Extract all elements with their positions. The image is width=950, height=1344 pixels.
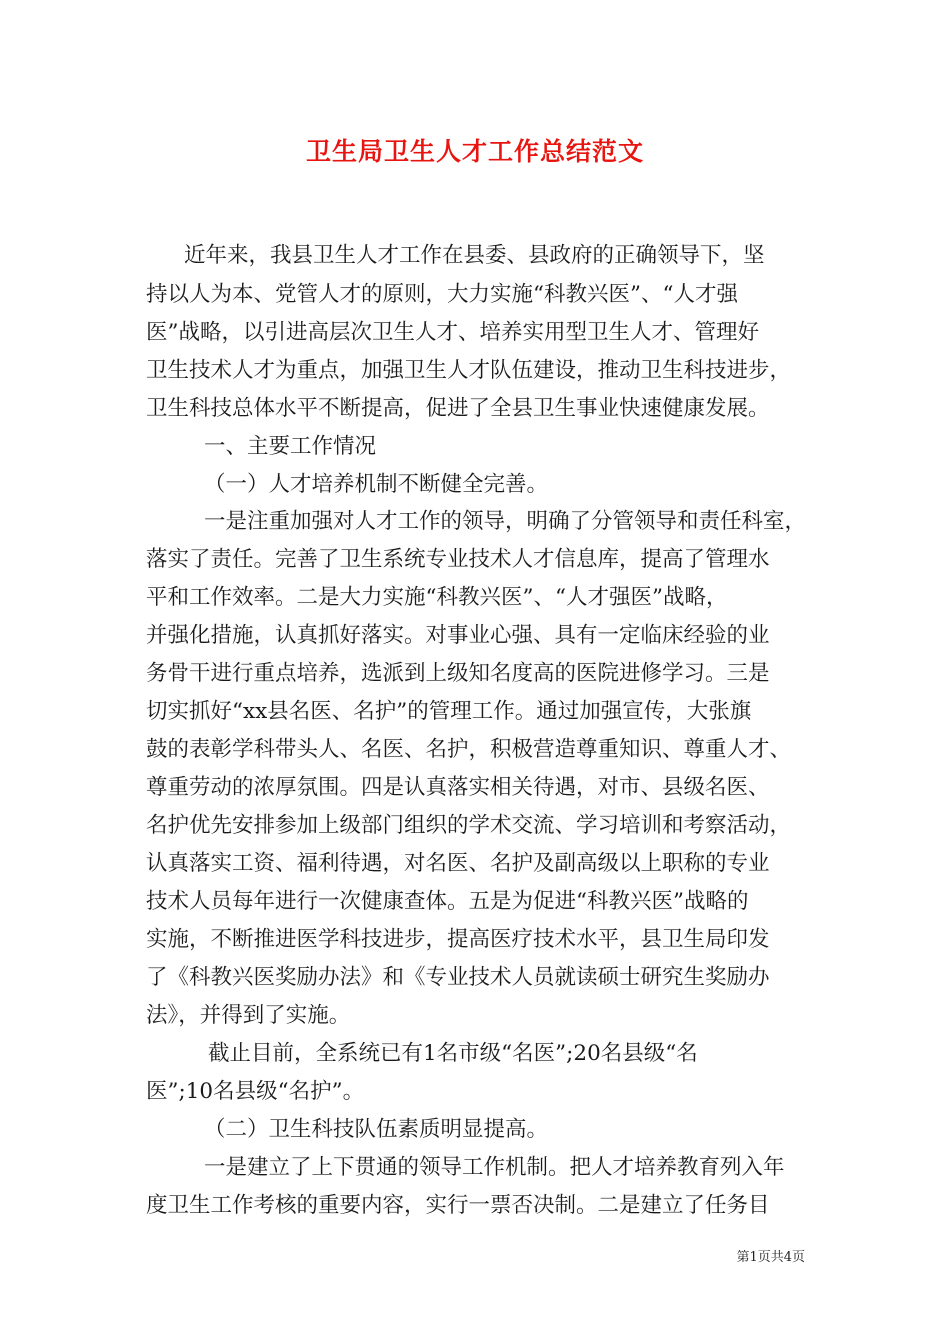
section-heading: 一、主要工作情况 xyxy=(204,434,377,459)
body-line: 鼓的表彰学科带头人、名医、名护，积极营造尊重知识、尊重人才、 xyxy=(146,737,792,762)
body-line: 近年来，我县卫生人才工作在县委、县政府的正确领导下，坚 xyxy=(184,243,765,268)
body-line: 一是建立了上下贯通的领导工作机制。把人才培养教育列入年 xyxy=(204,1155,785,1180)
body-line: 认真落实工资、福利待遇，对名医、名护及副高级以上职称的专业 xyxy=(146,851,770,876)
page-number-footer: 第1页共4页 xyxy=(736,1250,805,1265)
body-line: 技术人员每年进行一次健康查体。五是为促进“科教兴医”战略的 xyxy=(146,889,749,914)
body-line: 一是注重加强对人才工作的领导，明确了分管领导和责任科室， xyxy=(204,509,807,534)
body-line: 卫生科技总体水平不断提高，促进了全县卫生事业快速健康发展。 xyxy=(146,396,770,421)
body-line: 医”战略，以引进高层次卫生人才、培养实用型卫生人才、管理好 xyxy=(146,320,759,345)
body-line: 切实抓好“xx县名医、名护”的管理工作。通过加强宣传，大张旗 xyxy=(146,699,752,724)
body-line: 尊重劳动的浓厚氛围。四是认真落实相关待遇，对市、县级名医、 xyxy=(146,775,770,800)
body-line: 截止目前，全系统已有1名市级“名医”;20名县级“名 xyxy=(208,1041,698,1066)
body-line: 并强化措施，认真抓好落实。对事业心强、具有一定临床经验的业 xyxy=(146,623,770,648)
body-line: 度卫生工作考核的重要内容，实行一票否决制。二是建立了任务目 xyxy=(146,1193,770,1218)
subsection-heading: （二）卫生科技队伍素质明显提高。 xyxy=(204,1117,549,1142)
body-line: 实施，不断推进医学科技进步，提高医疗技术水平，县卫生局印发 xyxy=(146,927,770,952)
subsection-heading: （一）人才培养机制不断健全完善。 xyxy=(204,472,549,497)
body-line: 落实了责任。完善了卫生系统专业技术人才信息库，提高了管理水 xyxy=(146,547,770,572)
body-line: 务骨干进行重点培养，选派到上级知名度高的医院进修学习。三是 xyxy=(146,661,770,686)
body-line: 了《科教兴医奖励办法》和《专业技术人员就读硕士研究生奖励办 xyxy=(146,965,770,990)
body-line: 平和工作效率。二是大力实施“科教兴医”、“人才强医”战略， xyxy=(146,585,728,610)
body-line: 法》，并得到了实施。 xyxy=(146,1003,351,1028)
body-line: 名护优先安排参加上级部门组织的学术交流、学习培训和考察活动， xyxy=(146,813,792,838)
body-line: 卫生技术人才为重点，加强卫生人才队伍建设，推动卫生科技进步， xyxy=(146,358,792,383)
document-title: 卫生局卫生人才工作总结范文 xyxy=(305,137,644,166)
body-line: 医”;10名县级“名护”。 xyxy=(146,1079,365,1104)
body-line: 持以人为本、党管人才的原则，大力实施“科教兴医”、“人才强 xyxy=(146,282,738,307)
